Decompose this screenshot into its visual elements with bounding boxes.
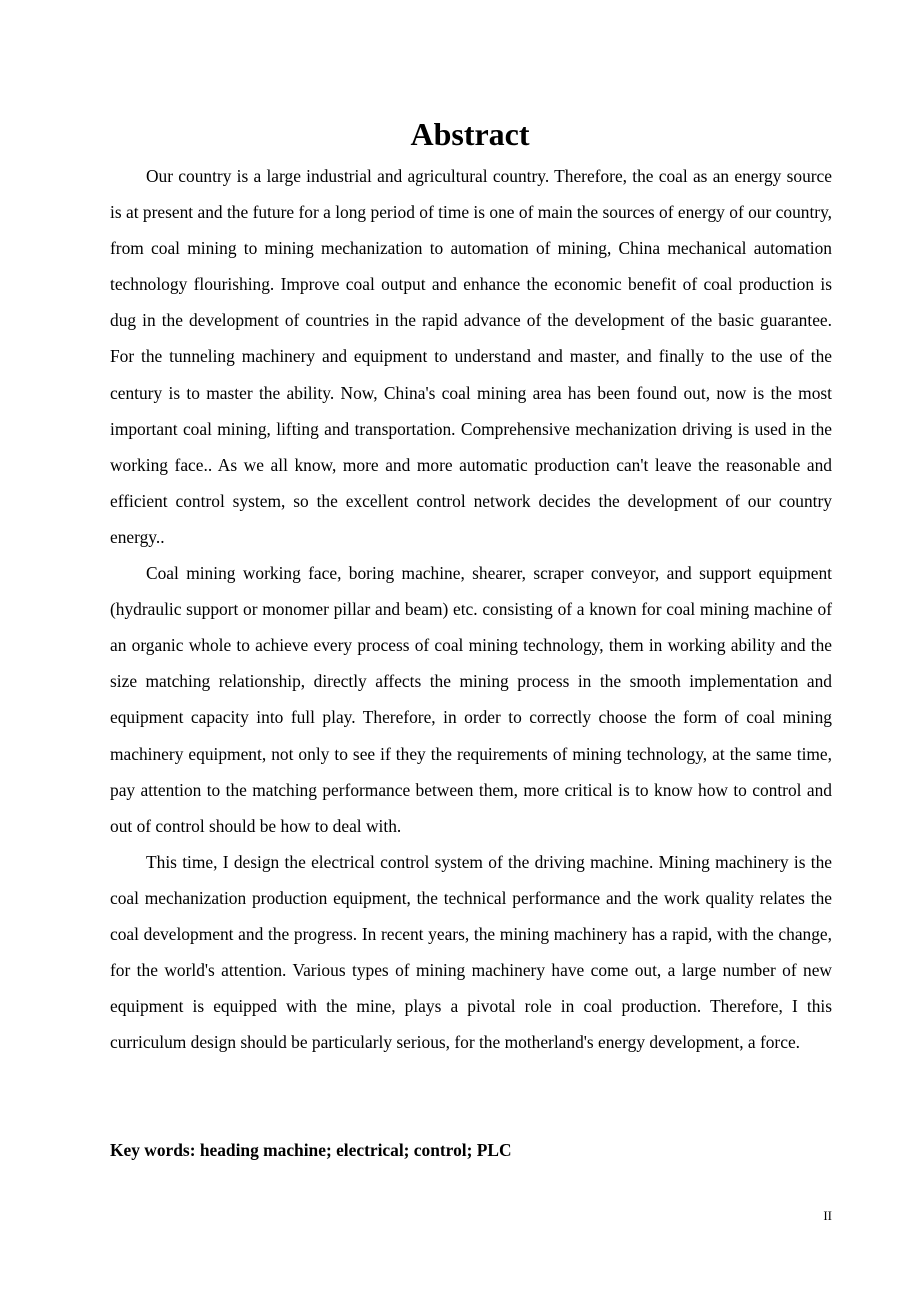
page-number: II — [823, 1208, 832, 1223]
paragraph-3: This time, I design the electrical control system of the driving machine. Mining machinery is the coal mechanization production equipment, the technical performance and the work quality relates the coal development and the progress. In recent years, the mining machinery has a rapid, with the change, for the world's attention. Various types of mining machinery have come out, a large number of new equipment is equipped with the mine, plays a pivotal role in coal production. Therefore, I this curriculum design should be particularly serious, for the motherland's energy development, a force. — [110, 851, 832, 1053]
abstract-title: Abstract — [410, 116, 530, 152]
keywords-line: Key words: heading machine; electrical; control; PLC — [110, 1140, 512, 1160]
paragraph-1: Our country is a large industrial and agricultural country. Therefore, the coal as an energy source is at present and the future for a long period of time is one of main the sources of energy of our country, from coal mining to mining mechanization to automation of mining, China mechanical automation technology flourishing. Improve coal output and enhance the economic benefit of coal production is dug in the development of countries in the rapid advance of the development of the basic guarantee. For the tunneling machinery and equipment to understand and master, and finally to the use of the century is to master the ability. Now, China's coal mining area has been found out, now is the most important coal mining, lifting and transportation. Comprehensive mechanization driving is used in the working face.. As we all know, more and more automatic production can't leave the reasonable and efficient control system, so the excellent control network decides the development of our country energy.. — [110, 166, 832, 547]
abstract-body — [110, 158, 832, 1060]
paragraph-2: Coal mining working face, boring machine, shearer, scraper conveyor, and support equipment (hydraulic support or monomer pillar and beam) etc. consisting of a known for coal mining machine of an organic whole to achieve every process of coal mining technology, them in working ability and the size matching relationship, directly affects the mining process in the smooth implementation and equipment capacity into full play. Therefore, in order to correctly choose the form of coal mining machinery equipment, not only to see if they the requirements of mining technology, at the same time, pay attention to the matching performance between them, more critical is to know how to control and out of control should be how to deal with. — [110, 563, 832, 836]
